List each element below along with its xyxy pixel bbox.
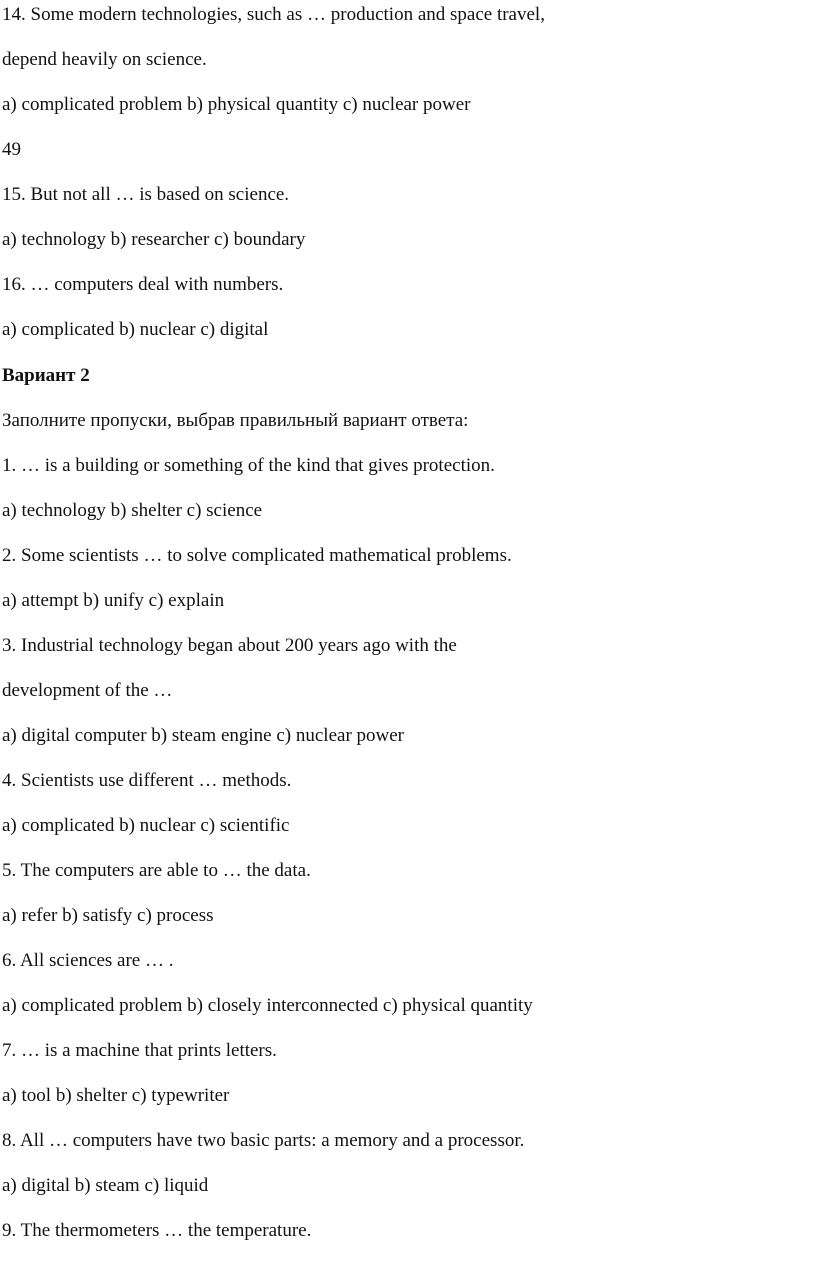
question-7-options: a) tool b) shelter c) typewriter [2, 1085, 230, 1106]
question-15-options: a) technology b) researcher c) boundary [2, 229, 306, 250]
question-2-text: 2. Some scientists … to solve complicated mathematical problems. [2, 545, 512, 566]
page-number: 49 [2, 139, 21, 160]
question-2-options: a) attempt b) unify c) explain [2, 590, 225, 611]
question-5-text: 5. The computers are able to … the data. [2, 860, 311, 881]
question-3-text: 3. Industrial technology began about 200 years ago with the [2, 635, 457, 656]
question-1-text: 1. … is a building or something of the kind that gives protection. [2, 455, 495, 476]
section-heading: Вариант 2 [2, 365, 90, 386]
question-14-text: 14. Some modern technologies, such as … production and space travel, [2, 4, 545, 25]
question-8-text: 8. All … computers have two basic parts: a memory and a processor. [2, 1130, 525, 1151]
question-3-continued: development of the … [2, 680, 173, 701]
question-3-options: a) digital computer b) steam engine c) nuclear power [2, 725, 404, 746]
question-5-options: a) refer b) satisfy c) process [2, 905, 214, 926]
question-9-text: 9. The thermometers … the temperature. [2, 1220, 312, 1241]
question-16-text: 16. … computers deal with numbers. [2, 274, 284, 295]
question-6-text: 6. All sciences are … . [2, 950, 174, 971]
question-7-text: 7. … is a machine that prints letters. [2, 1040, 277, 1061]
question-1-options: a) technology b) shelter c) science [2, 500, 263, 521]
question-6-options: a) complicated problem b) closely interconnected c) physical quantity [2, 995, 533, 1016]
section-instructions: Заполните пропуски, выбрав правильный вариант ответа: [2, 410, 469, 431]
question-14-options: a) complicated problem b) physical quantity c) nuclear power [2, 94, 471, 115]
question-16-options: a) complicated b) nuclear c) digital [2, 319, 269, 340]
question-4-options: a) complicated b) nuclear c) scientific [2, 815, 290, 836]
question-14-continued: depend heavily on science. [2, 49, 207, 70]
question-15-text: 15. But not all … is based on science. [2, 184, 290, 205]
question-8-options: a) digital b) steam c) liquid [2, 1175, 209, 1196]
question-4-text: 4. Scientists use different … methods. [2, 770, 292, 791]
